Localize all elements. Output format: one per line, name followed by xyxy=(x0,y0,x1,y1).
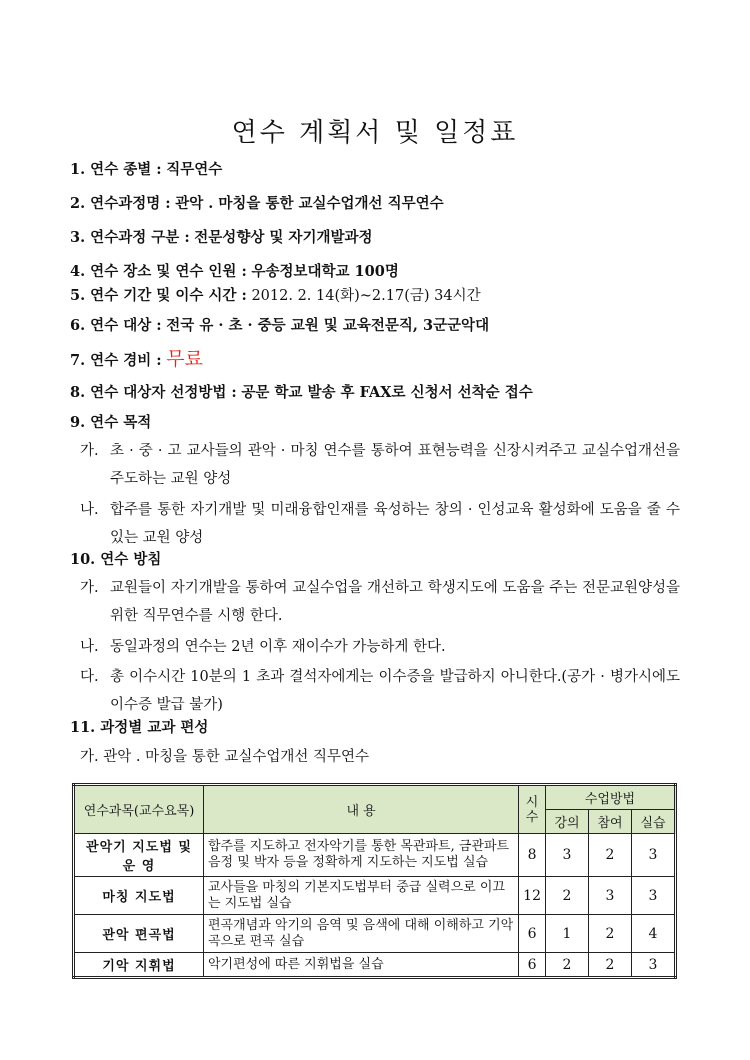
policy-item: 가. 교원들이 자기개발을 통하여 교실수업을 개선하고 학생지도에 도움을 주는 전문교원양성을 위한 직무연수를 시행 한다. xyxy=(80,580,680,624)
header-lecture: 강의 xyxy=(546,810,589,834)
item-fee: 7. 연수 경비 : 무료 xyxy=(70,348,203,370)
purpose-list xyxy=(80,437,680,552)
item-period-hours: 5. 연수 기간 및 이수 시간 : 2012. 2. 14(화)~2.17(금) 34시간 xyxy=(70,287,481,304)
policy-item: 나. 동일과정의 연수는 2년 이후 재이수가 가능하게 한다. xyxy=(80,639,446,655)
item-selection-method: 8. 연수 대상자 선정방법 : 공문 학교 발송 후 FAX로 신청서 선착순 접수 xyxy=(70,384,533,401)
policy-heading: 10. 연수 방침 xyxy=(70,551,162,568)
table-row: 관악기 지도법 및 운 영 합주를 지도하고 전자악기를 통한 목관파트, 금관파트 음정 및 박자 등을 정확하게 지도하는 지도법 실습 8 3 2 3 xyxy=(74,834,676,877)
item-course-name: 2. 연수과정명 : 관악 . 마칭을 통한 교실수업개선 직무연수 xyxy=(70,195,444,212)
policy-list xyxy=(80,574,680,719)
item-purpose-heading: 9. 연수 목적 xyxy=(70,414,152,431)
policy-item: 다. 총 이수시간 10분의 1 초과 결석자에게는 이수증을 발급하지 아니한다.(공가 · 병가시에도 이수증 발급 불가) xyxy=(80,669,680,713)
header-participation: 참여 xyxy=(589,810,632,834)
curriculum-heading: 11. 과정별 교과 편성 xyxy=(70,719,209,736)
header-practice: 실습 xyxy=(632,810,676,834)
fee-value: 무료 xyxy=(166,348,203,370)
header-method: 수업방법 xyxy=(546,785,676,810)
header-hours: 시수 xyxy=(519,785,546,834)
curriculum-subheading: 가. 관악 . 마칭을 통한 교실수업개선 직무연수 xyxy=(80,749,369,765)
page-title: 연수 계획서 및 일정표 xyxy=(231,118,519,148)
item-location-capacity: 4. 연수 장소 및 연수 인원 : 우송정보대학교 100명 xyxy=(70,263,399,280)
header-content: 내 용 xyxy=(204,785,519,834)
item-course-category: 3. 연수과정 구분 : 전문성향상 및 자기개발과정 xyxy=(70,229,373,246)
table-row: 관악 편곡법 편곡개념과 악기의 음역 및 음색에 대해 이해하고 기악곡으로 편곡 실습 6 1 2 4 xyxy=(74,915,676,953)
purpose-item: 가. 초 · 중 · 고 교사들의 관악 · 마칭 연수를 통하여 표현능력을 신장시켜주고 교실수업개선을 주도하는 교원 양성 xyxy=(80,443,680,487)
table-row: 기악 지휘법 악기편성에 따른 지휘법을 실습 6 2 2 3 xyxy=(74,953,676,978)
table-row: 마칭 지도법 교사들을 마칭의 기본지도법부터 중급 실력으로 이끄는 지도법 실습 12 2 3 3 xyxy=(74,877,676,915)
item-target: 6. 연수 대상 : 전국 유 · 초 · 중등 교원 및 교육전문직, 3군군악대 xyxy=(70,317,490,334)
curriculum-table xyxy=(72,783,677,979)
purpose-item: 나. 합주를 통한 자기개발 및 미래융합인재를 육성하는 창의 · 인성교육 활성화에 도움을 줄 수 있는 교원 양성 xyxy=(80,502,680,546)
item-training-type: 1. 연수 종별 : 직무연수 xyxy=(70,161,223,178)
header-course: 연수과목(교수요목) xyxy=(74,785,204,834)
